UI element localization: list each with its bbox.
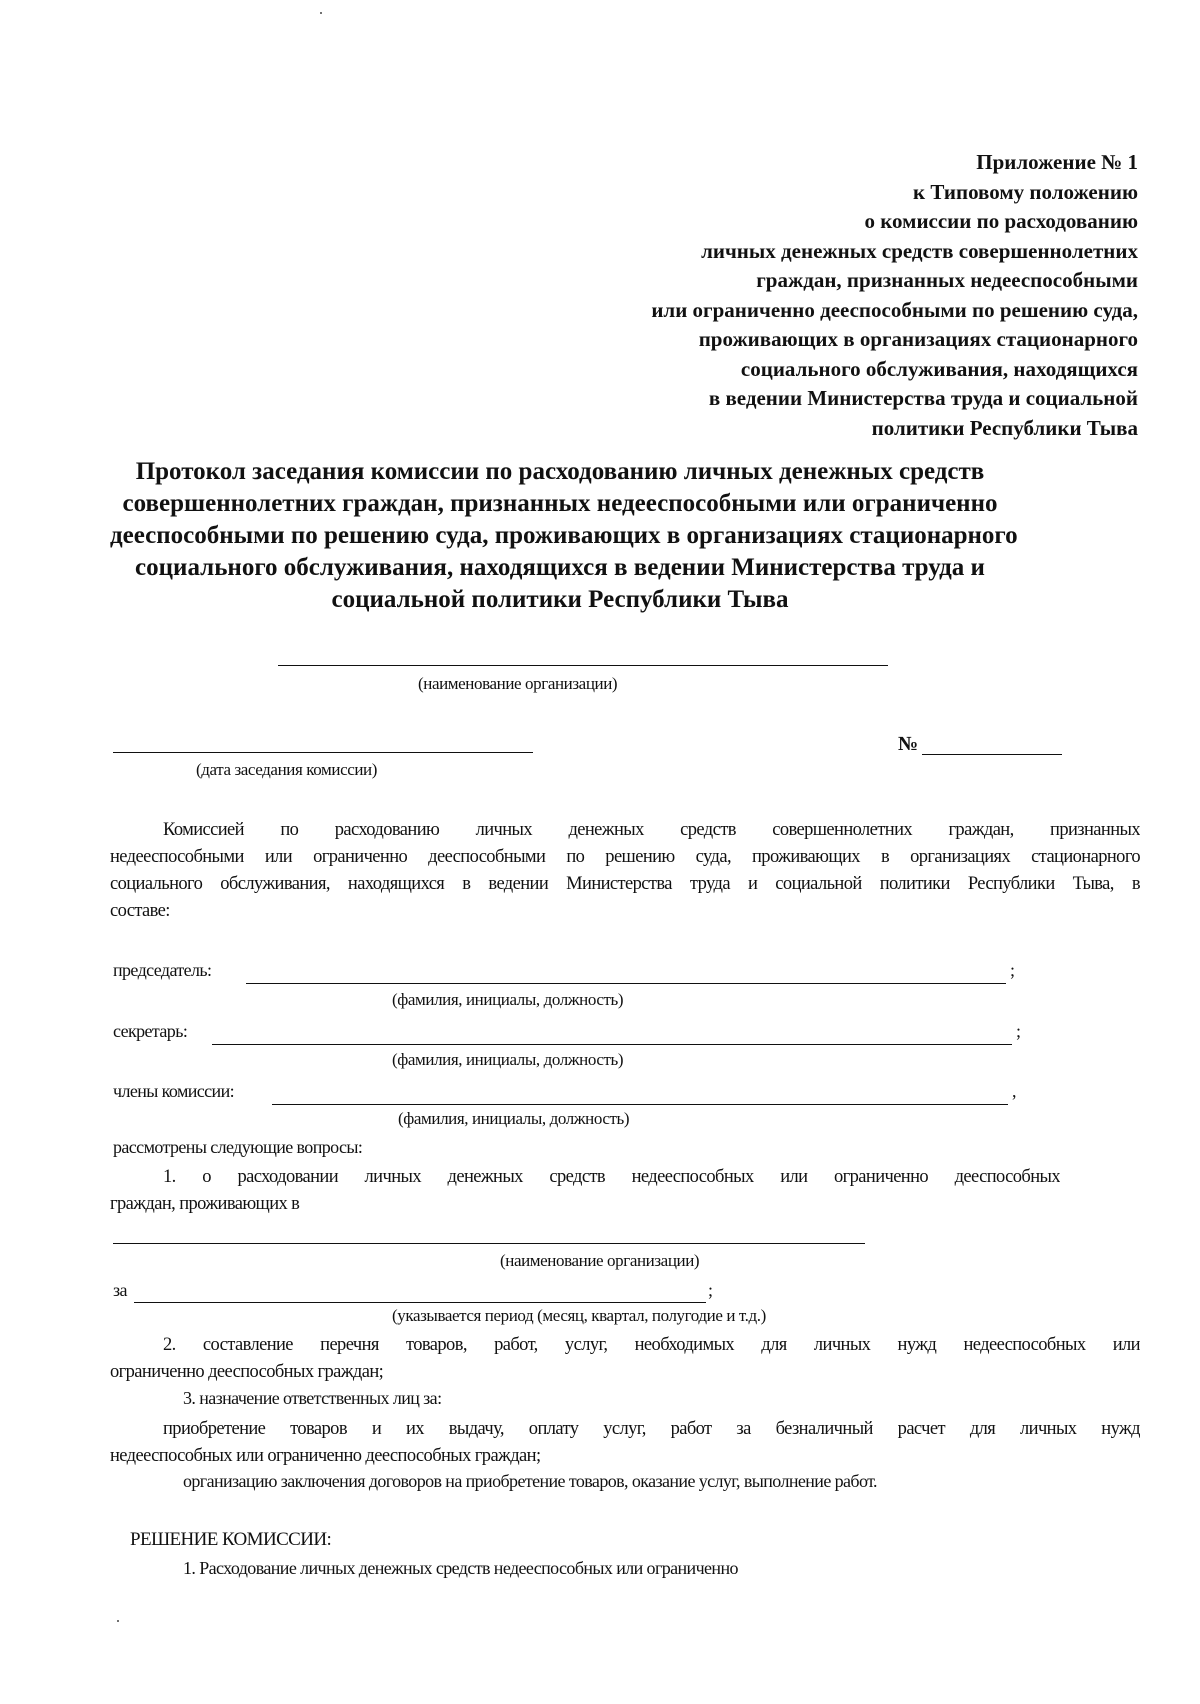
- scan-speck: [320, 12, 322, 14]
- period-end: ;: [708, 1280, 713, 1300]
- meeting-date-field[interactable]: [113, 752, 533, 753]
- question-1-line: граждан, проживающих в: [110, 1194, 300, 1214]
- secretary-end: ;: [1016, 1021, 1021, 1041]
- document-title: [110, 456, 1018, 616]
- question-2-line: ограниченно дееспособных граждан;: [110, 1362, 384, 1382]
- question-1-line: 1. о расходовании личных денежных средств недееспособных или ограниченно дееспособных: [163, 1167, 1060, 1187]
- question-organization-caption: (наименование организации): [500, 1251, 700, 1270]
- intro-line: социального обслуживания, находящихся в ведении Министерства труда и социальной политики Республики Тыва, в: [110, 874, 1140, 894]
- appendix-line: о комиссии по расходованию: [864, 209, 1138, 233]
- title-line: дееспособными по решению суда, проживающих в организациях стационарного: [110, 522, 1018, 549]
- meeting-date-caption: (дата заседания комиссии): [196, 760, 378, 779]
- period-field[interactable]: [134, 1302, 706, 1303]
- intro-line: составе:: [110, 901, 170, 921]
- title-line: социальной политики Республики Тыва: [331, 586, 789, 613]
- appendix-header: [498, 148, 1138, 443]
- members-end: ,: [1012, 1081, 1016, 1101]
- questions-heading: рассмотрены следующие вопросы:: [113, 1137, 363, 1157]
- protocol-number-label: №: [898, 733, 918, 755]
- question-3-heading: 3. назначение ответственных лиц за:: [183, 1388, 442, 1408]
- question-3: [110, 1416, 1140, 1470]
- chair-end: ;: [1010, 960, 1015, 980]
- appendix-line: к Типовому положению: [913, 179, 1138, 204]
- question-3-last: организацию заключения договоров на приобретение товаров, оказание услуг, выполнение работ.: [183, 1471, 877, 1491]
- appendix-line: граждан, признанных недееспособными: [756, 268, 1138, 292]
- appendix-line: Приложение № 1: [976, 150, 1138, 174]
- chair-field[interactable]: [246, 983, 1006, 984]
- intro-line: недееспособными или ограниченно дееспособными по решению суда, проживающих в организациях стационарного: [110, 847, 1140, 867]
- title-line: социального обслуживания, находящихся в ведении Министерства труда и: [135, 554, 985, 581]
- members-field[interactable]: [272, 1104, 1008, 1105]
- appendix-line: в ведении Министерства труда и социальной: [708, 386, 1138, 410]
- question-2-line: 2. составление перечня товаров, работ, услуг, необходимых для личных нужд недееспособных или: [163, 1335, 1140, 1355]
- question-1: [110, 1164, 1060, 1218]
- chair-caption: (фамилия, инициалы, должность): [392, 990, 624, 1009]
- appendix-line: политики Республики Тыва: [871, 415, 1138, 440]
- intro-line: Комиссией по расходованию личных денежных средств совершеннолетних граждан, признанных: [163, 820, 1140, 840]
- decision-item-1: 1. Расходование личных денежных средств недееспособных или ограниченно: [183, 1558, 738, 1578]
- organization-name-field[interactable]: [278, 665, 888, 666]
- secretary-field[interactable]: [212, 1044, 1012, 1045]
- organization-caption: (наименование организации): [418, 674, 618, 693]
- scan-speck: [117, 1620, 119, 1622]
- secretary-caption: (фамилия, инициалы, должность): [392, 1050, 624, 1069]
- appendix-line: социального обслуживания, находящихся: [740, 356, 1138, 381]
- appendix-line: проживающих в организациях стационарного: [698, 327, 1138, 351]
- decision-heading: РЕШЕНИЕ КОМИССИИ:: [130, 1529, 332, 1550]
- question-3-line: приобретение товаров и их выдачу, оплату услуг, работ за безналичный расчет для личных нужд: [163, 1419, 1140, 1439]
- members-label: члены комиссии:: [113, 1081, 235, 1101]
- chair-label: председатель:: [113, 960, 212, 980]
- appendix-line: личных денежных средств совершеннолетних: [701, 238, 1138, 263]
- secretary-label: секретарь:: [113, 1021, 188, 1041]
- period-prefix: за: [113, 1280, 127, 1300]
- question-organization-field[interactable]: [113, 1243, 865, 1244]
- period-caption: (указывается период (месяц, квартал, полугодие и т.д.): [392, 1306, 766, 1325]
- title-line: Протокол заседания комиссии по расходованию личных денежных средств: [135, 458, 985, 485]
- protocol-number-field[interactable]: [922, 754, 1062, 755]
- title-line: совершеннолетних граждан, признанных недееспособными или ограниченно: [122, 490, 998, 517]
- appendix-line: или ограниченно дееспособными по решению суда,: [651, 297, 1138, 322]
- question-3-line: недееспособных или ограниченно дееспособных граждан;: [110, 1446, 541, 1466]
- question-2: [110, 1332, 1140, 1386]
- members-caption: (фамилия, инициалы, должность): [398, 1109, 630, 1128]
- intro-paragraph: [110, 817, 1140, 925]
